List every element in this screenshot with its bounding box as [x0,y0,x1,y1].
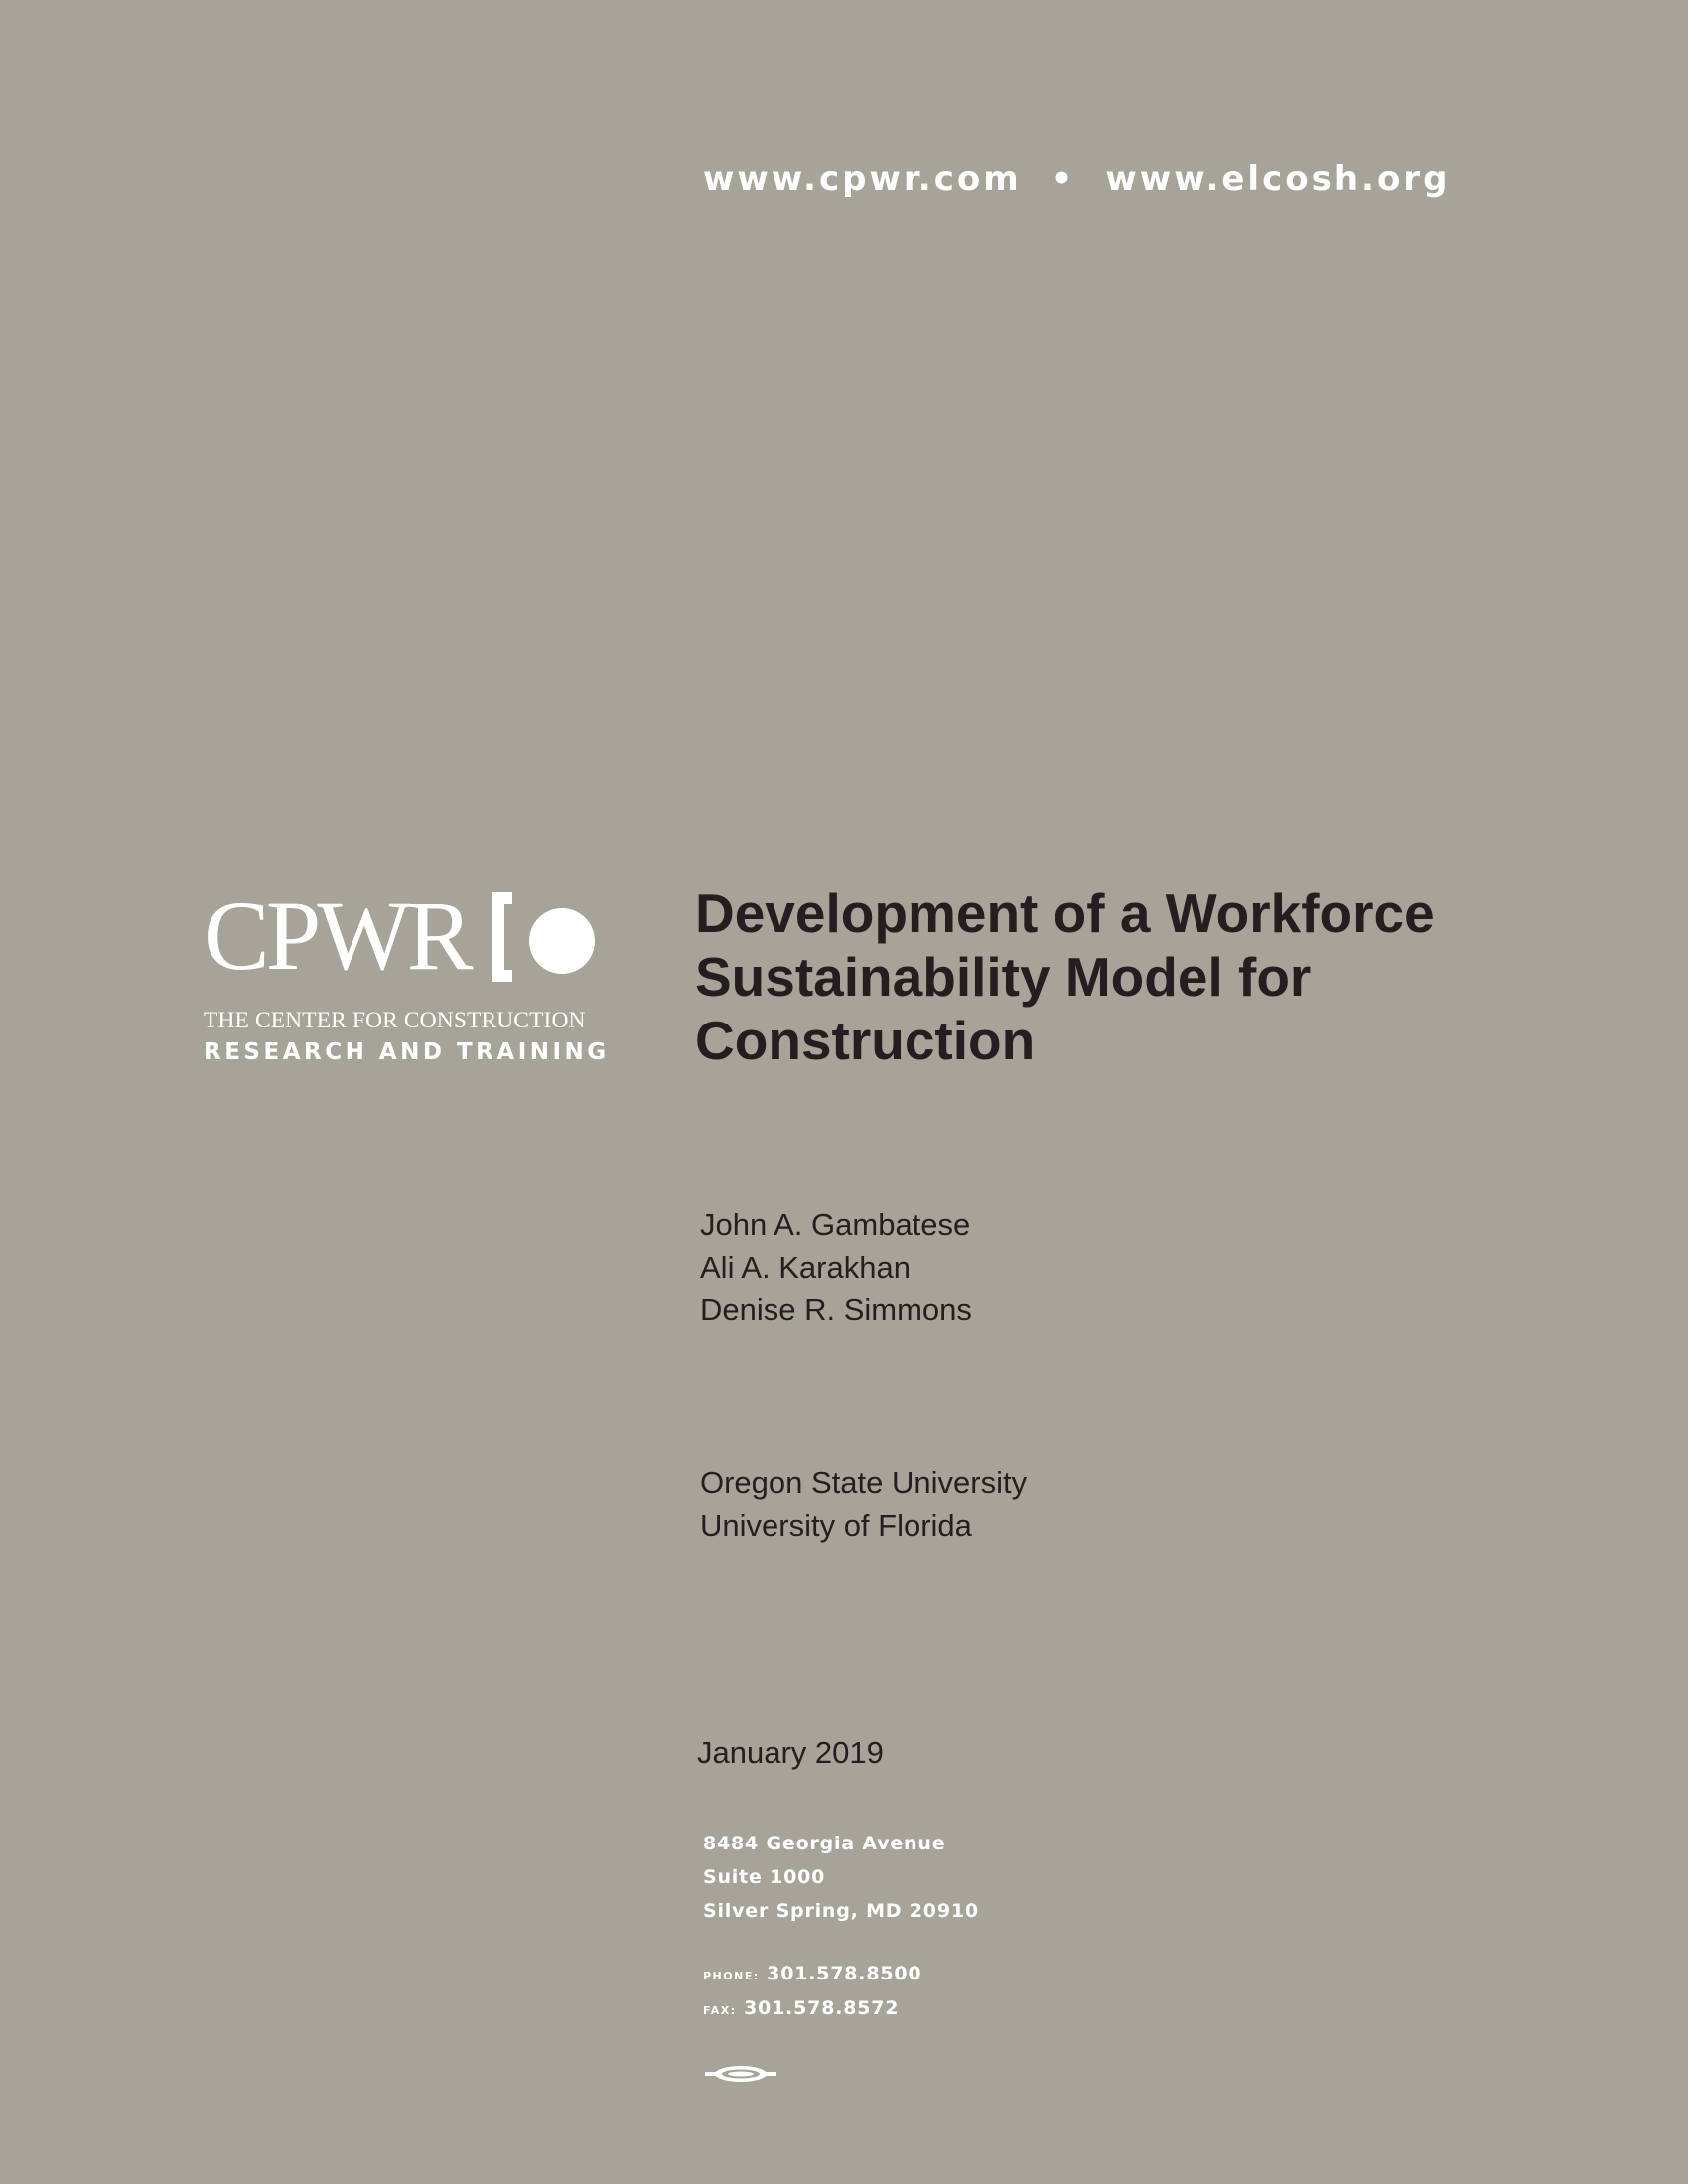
union-bug-icon [703,2063,778,2085]
institution-name: Oregon State University [700,1465,1028,1500]
mailing-address [703,1827,979,1928]
bullet-separator: • [1051,159,1076,199]
author-list [700,1203,972,1331]
contact-info [703,1958,921,2027]
fax-number: 301.578.8572 [744,1997,900,2019]
logo-tagline-2: RESEARCH AND TRAINING [204,1039,610,1065]
fax-label: FAX: [703,2004,737,2017]
website-elcosh-link[interactable]: www.elcosh.org [1105,159,1451,199]
website-cpwr-link[interactable]: www.cpwr.com [703,159,1022,199]
logo-wordmark: CPWR [204,881,470,991]
institution-name: University of Florida [700,1508,972,1543]
author-name: Denise R. Simmons [700,1293,972,1327]
cpwr-logo [204,881,640,1065]
website-links [703,159,1450,199]
fax-line [703,1992,921,2027]
bracket-circle-icon [491,892,602,982]
address-street: 8484 Georgia Avenue [703,1833,946,1854]
phone-line [703,1958,921,1992]
address-suite: Suite 1000 [703,1866,826,1888]
phone-label: PHONE: [703,1970,760,1982]
address-city: Silver Spring, MD 20910 [703,1900,979,1922]
logo-mark [204,881,640,991]
author-name: Ali A. Karakhan [700,1250,911,1285]
report-title: Development of a Workforce Sustainability Model for Construction [695,883,1435,1071]
author-name: John A. Gambatese [700,1207,971,1242]
institution-list [700,1461,1027,1547]
logo-tagline-1: THE CENTER FOR CONSTRUCTION [204,1008,586,1033]
phone-number: 301.578.8500 [767,1963,922,1984]
publication-date: January 2019 [697,1735,884,1770]
